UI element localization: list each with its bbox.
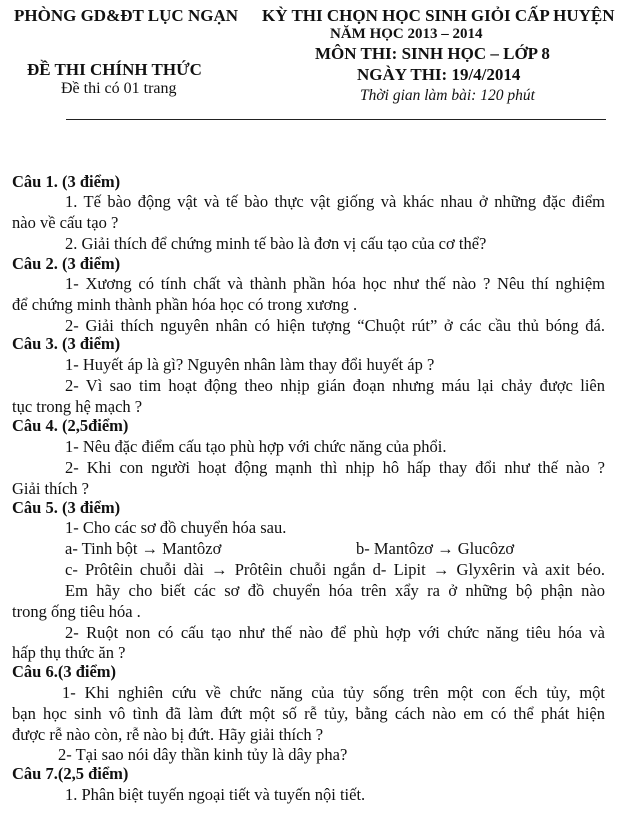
question-2-line: 1- Xương có tính chất và thành phần hóa học như thế nào ? Nêu thí nghiệm (65, 274, 605, 293)
question-5-scheme-cd: c- Prôtêin chuỗi dài → Prôtêin chuỗi ngắn d- Lipit → Glyxêrin và axit béo. (65, 560, 605, 579)
question-5-title: Câu 5. (3 điểm) (12, 498, 121, 517)
question-5-line: hấp thụ thức ăn ? (12, 643, 126, 662)
question-5-line: trong ống tiêu hóa . (12, 602, 141, 621)
question-1-line: 2. Giải thích để chứng minh tế bào là đơn vị cấu tạo của cơ thể? (65, 234, 487, 253)
exam-date: NGÀY THI: 19/4/2014 (357, 65, 521, 84)
exam-duration: Thời gian làm bài: 120 phút (360, 87, 535, 104)
question-4-line: 2- Khi con người hoạt động mạnh thì nhịp hô hấp thay đổi như thế nào ? (65, 458, 605, 477)
question-1-line: nào về cấu tạo ? (12, 213, 119, 232)
question-2-line: 2- Giải thích nguyên nhân có hiện tượng “Chuột rút” ở các cầu thủ bóng đá. (65, 316, 605, 335)
school-year: NĂM HỌC 2013 – 2014 (330, 26, 483, 42)
question-5-line: 2- Ruột non có cấu tạo như thế nào để phù hợp với chức năng tiêu hóa và (65, 623, 605, 642)
question-6-line: được rễ nào còn, rễ nào bị đứt. Hãy giải thích ? (12, 725, 324, 744)
question-7-line: 1. Phân biệt tuyến ngoại tiết và tuyến nội tiết. (65, 785, 366, 804)
question-6-line: bạn học sinh vô tình đã làm đứt một số rễ tủy, bằng cách nào em có thể phát hiện (12, 704, 605, 723)
department-name: PHÒNG GD&ĐT LỤC NGẠN (14, 6, 238, 25)
exam-subject: MÔN THI: SINH HỌC – LỚP 8 (315, 44, 550, 63)
question-4-line: 1- Nêu đặc điểm cấu tạo phù hợp với chức năng của phổi. (65, 437, 447, 456)
question-3-line: tục trong hệ mạch ? (12, 397, 143, 416)
question-1-line: 1. Tế bào động vật và tế bào thực vật giống và khác nhau ở những đặc điểm (65, 192, 605, 211)
question-5-scheme-b: b- Mantôzơ → Glucôzơ (356, 539, 515, 558)
question-3-line: 1- Huyết áp là gì? Nguyên nhân làm thay đổi huyết áp ? (65, 355, 435, 374)
question-2-title: Câu 2. (3 điểm) (12, 254, 121, 273)
question-5-line: 1- Cho các sơ đồ chuyển hóa sau. (65, 518, 287, 537)
question-3-line: 2- Vì sao tim hoạt động theo nhịp gián đoạn nhưng máu lại chảy được liên (65, 376, 605, 395)
question-4-line: Giải thích ? (12, 479, 89, 498)
exam-name: KỲ THI CHỌN HỌC SINH GIỎI CẤP HUYỆN (262, 6, 615, 25)
question-6-line: 2- Tại sao nói dây thần kinh tủy là dây pha? (58, 745, 348, 764)
question-4-title: Câu 4. (2,5điểm) (12, 416, 129, 435)
question-5-line: Em hãy cho biết các sơ đồ chuyển hóa trên xẩy ra ở những bộ phận nào (65, 581, 605, 600)
question-1-title: Câu 1. (3 điểm) (12, 172, 121, 191)
question-3-title: Câu 3. (3 điểm) (12, 334, 121, 353)
question-5-scheme-a: a- Tinh bột → Mantôzơ (65, 539, 222, 558)
question-7-title: Câu 7.(2,5 điểm) (12, 764, 129, 783)
official-exam-title: ĐỀ THI CHÍNH THỨC (27, 60, 202, 79)
question-2-line: để chứng minh thành phần hóa học có trong xương . (12, 295, 358, 314)
question-6-title: Câu 6.(3 điểm) (12, 662, 117, 681)
page-count: Đề thi có 01 trang (61, 80, 177, 97)
header-divider (66, 119, 606, 120)
question-6-line: 1- Khi nghiên cứu về chức năng của tủy sống trên một con ếch tủy, một (62, 683, 605, 702)
